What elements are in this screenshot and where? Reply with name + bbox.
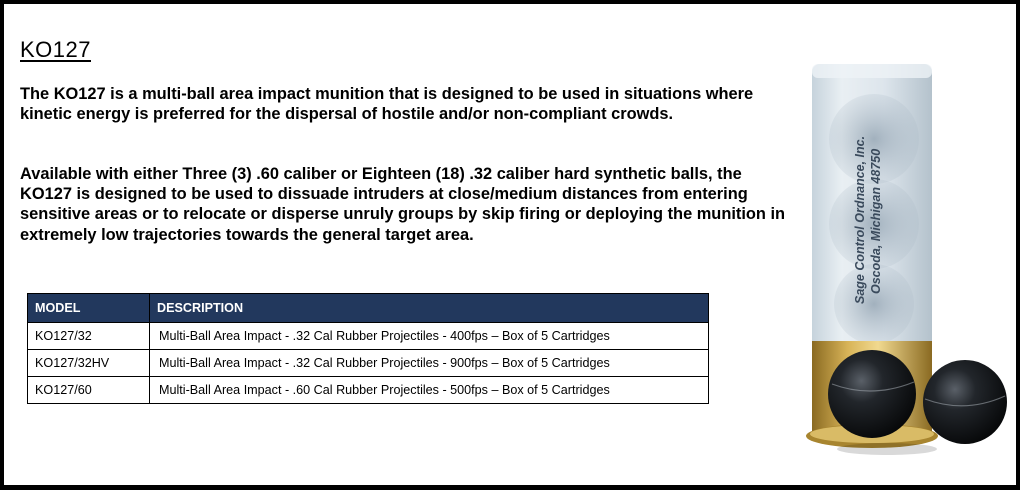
table-row (28, 350, 709, 377)
intro-paragraph: The KO127 is a multi-ball area impact munition that is designed to be used in situations where kinetic energy is preferred for the dispersal of hostile and/or non-compliant crowds. (20, 85, 754, 124)
model-cell: KO127/60 (28, 377, 150, 404)
page-title: KO127 (20, 37, 91, 62)
description-cell: Multi-Ball Area Impact - .32 Cal Rubber Projectiles - 900fps – Box of 5 Cartridges (150, 350, 709, 377)
description-cell: Multi-Ball Area Impact - .32 Cal Rubber Projectiles - 400fps – Box of 5 Cartridges (150, 323, 709, 350)
model-cell: KO127/32HV (28, 350, 150, 377)
availability-paragraph: Available with either Three (3) .60 caliber or Eighteen (18) .32 caliber hard synthetic balls, the KO127 is designed to be used to dissuade intruders at close/medium distances from entering sensitive areas or to relocate or disperse unruly groups by skip firing or deploying the munition in extremely low trajectories towards the general target area. (20, 165, 786, 244)
cartridge-image (794, 54, 1014, 459)
description-cell: Multi-Ball Area Impact - .60 Cal Rubber Projectiles - 500fps – Box of 5 Cartridges (150, 377, 709, 404)
table-row (28, 377, 709, 404)
models-table (27, 293, 709, 404)
model-cell: KO127/32 (28, 323, 150, 350)
imprint-line-1: Sage Control Ordnance, Inc. (853, 135, 867, 304)
imprint-line-2: Oscoda, Michigan 48750 (869, 148, 883, 294)
page-frame (4, 4, 1016, 485)
description-column-header: DESCRIPTION (150, 294, 709, 323)
table-header-row (28, 294, 709, 323)
model-column-header: MODEL (28, 294, 150, 323)
table-row (28, 323, 709, 350)
